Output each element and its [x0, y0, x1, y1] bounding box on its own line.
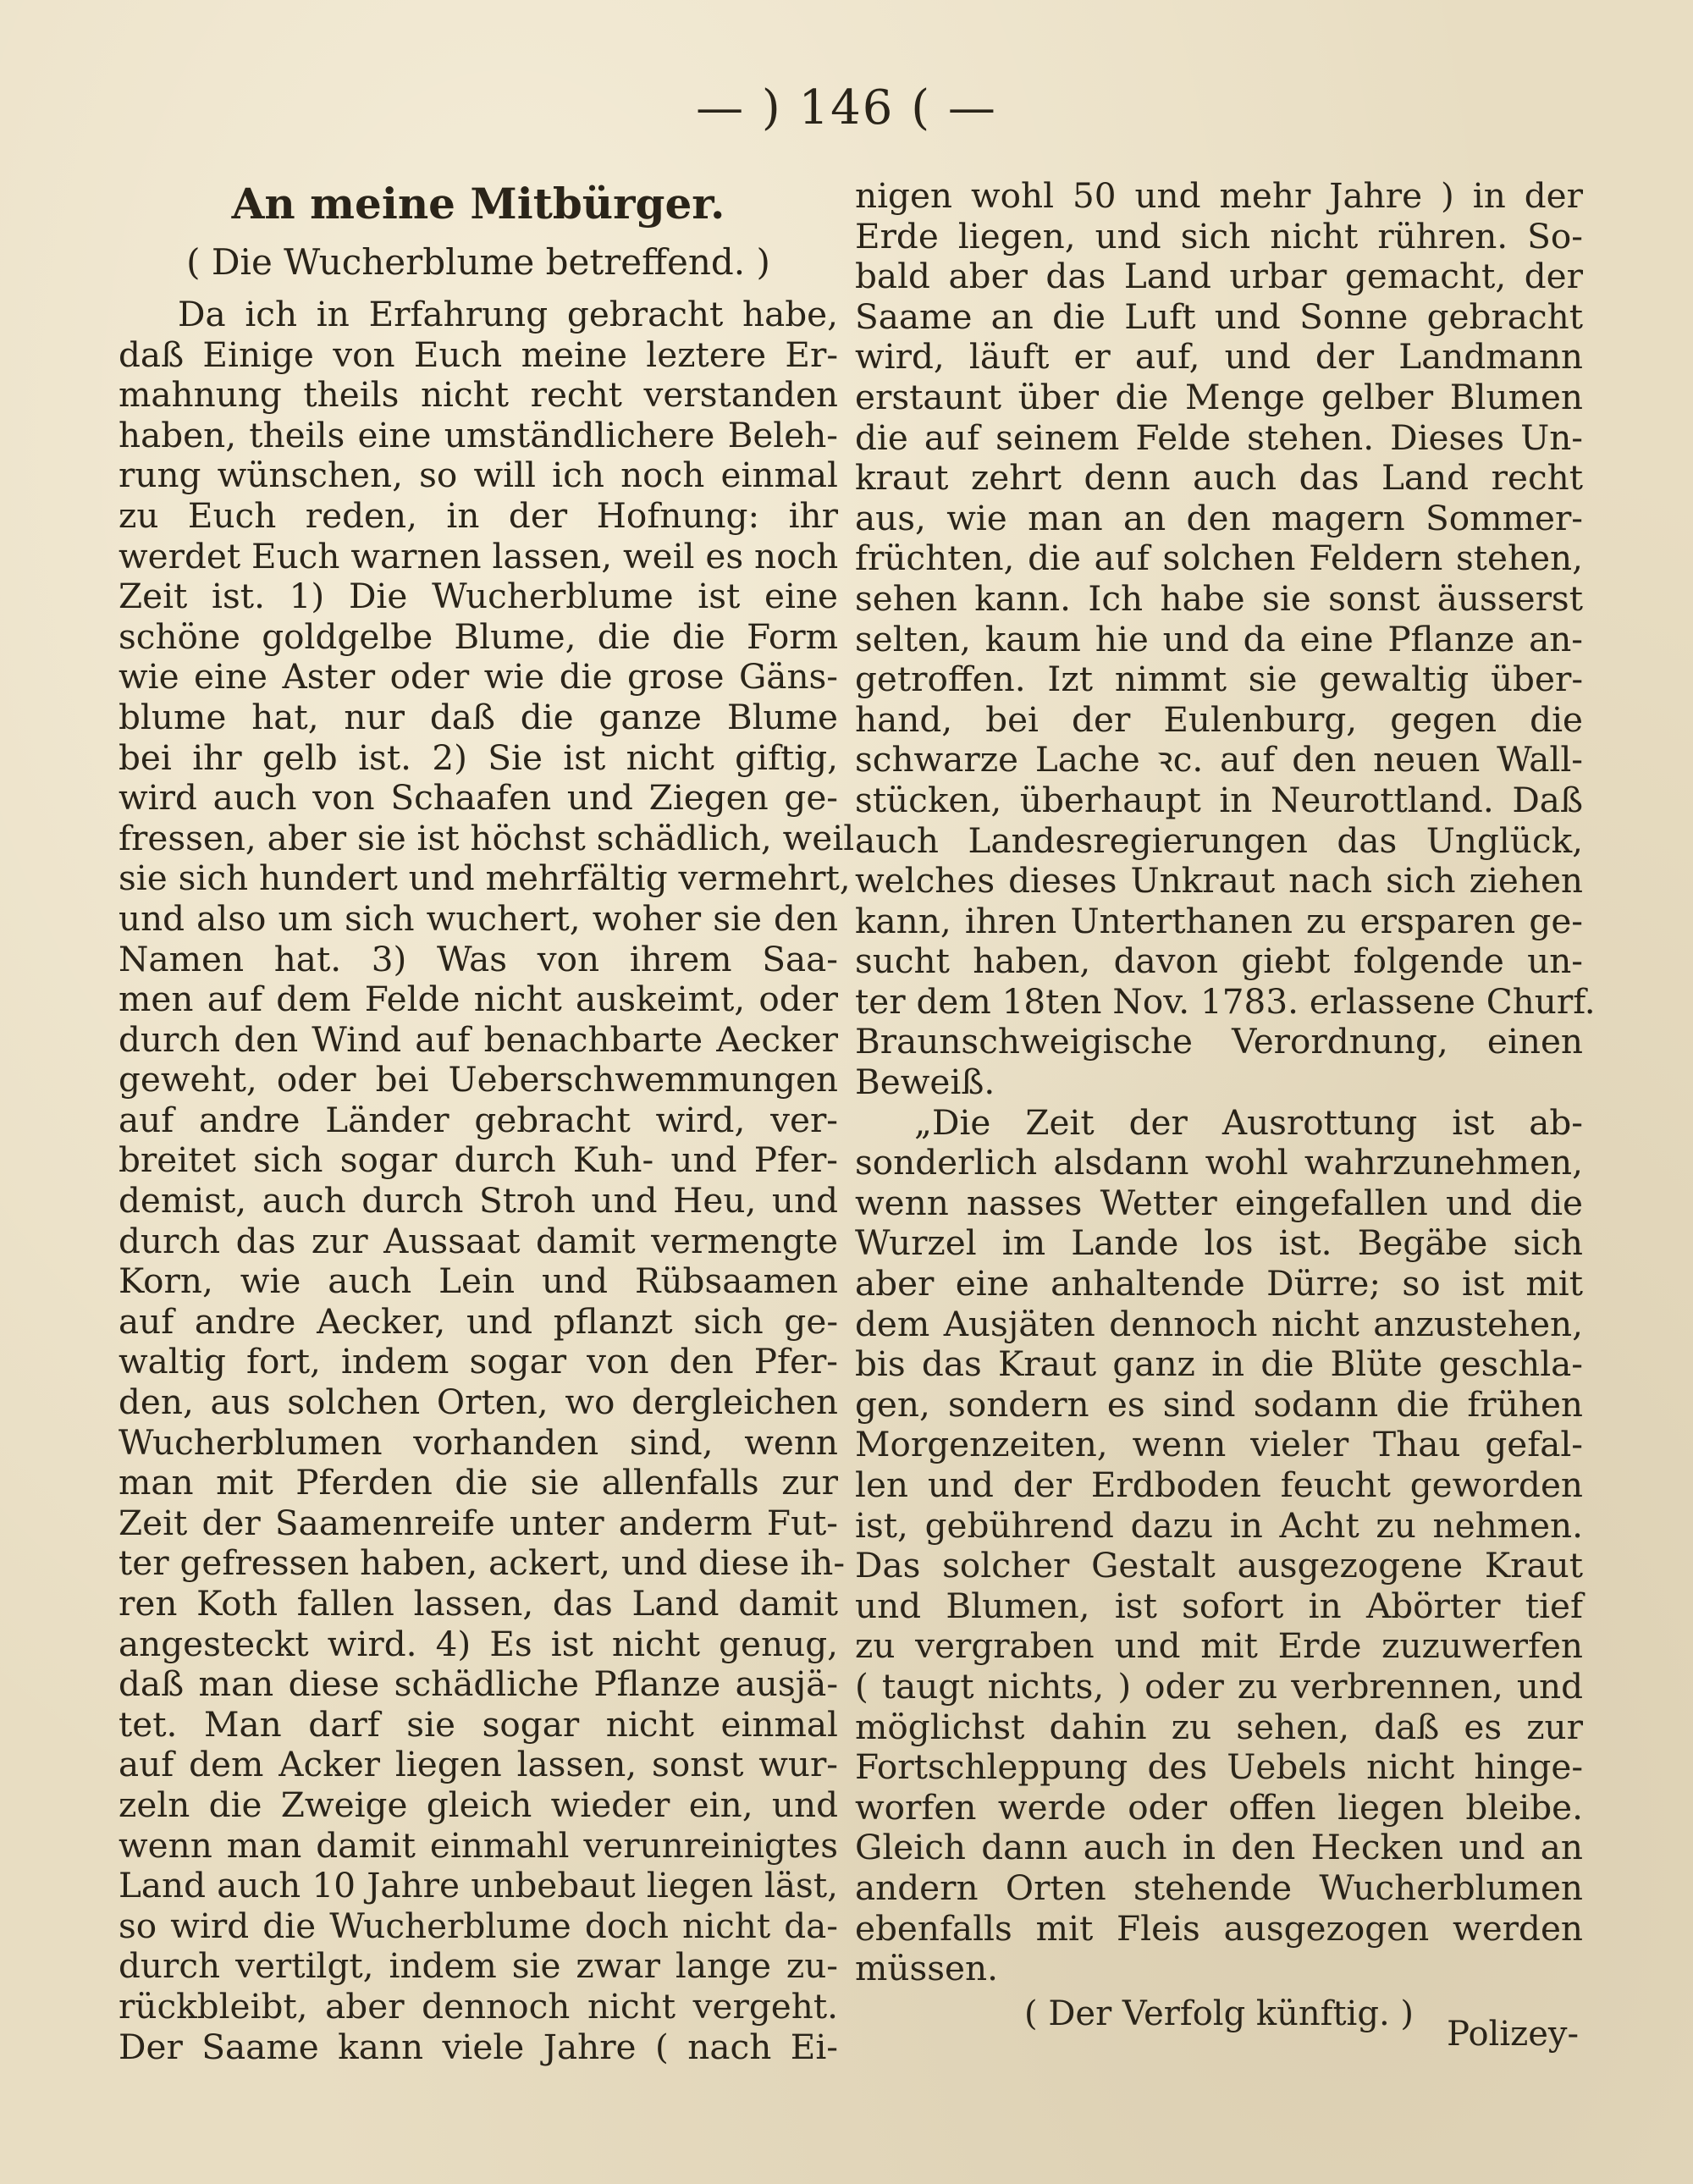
- text-line: haben, theils eine umständlichere Beleh-: [119, 414, 838, 455]
- text-line: ren Koth fallen lassen, das Land damit: [119, 1583, 838, 1624]
- text-line: breitet sich sogar durch Kuh- und Pfer-: [119, 1139, 838, 1181]
- text-line: angesteckt wird. 4) Es ist nicht genug,: [119, 1623, 838, 1664]
- text-line: zu vergraben und mit Erde zuzuwerfen: [855, 1625, 1583, 1667]
- text-line: auf andre Aecker, und pflanzt sich ge-: [119, 1300, 838, 1342]
- text-line: bald aber das Land urbar gemacht, der: [855, 256, 1583, 297]
- text-line: worfen werde oder offen liegen bleibe.: [855, 1786, 1583, 1828]
- text-line: durch das zur Aussaat damit vermengte: [119, 1220, 838, 1261]
- text-line: sucht haben, davon giebt folgende un-: [855, 940, 1583, 982]
- text-line: gen, sondern es sind sodann die frühen: [855, 1383, 1583, 1425]
- text-line: ter dem 18ten Nov. 1783. erlassene Churf.: [855, 980, 1596, 1022]
- text-line: und Blumen, ist sofort in Abörter tief: [855, 1585, 1583, 1626]
- text-line: ( taugt nichts, ) oder zu verbrennen, und: [855, 1665, 1583, 1707]
- text-line: men auf dem Felde nicht auskeimt, oder: [119, 979, 838, 1020]
- text-line: erstaunt über die Menge gelber Blumen: [855, 376, 1583, 417]
- text-line: Saame an die Luft und Sonne gebracht: [855, 295, 1583, 337]
- text-line: mahnung theils nicht recht verstanden: [119, 374, 838, 416]
- page-number-header: — ) 146 ( —: [696, 80, 997, 135]
- text-line: aus, wie man an den magern Sommer-: [855, 497, 1583, 538]
- text-line: Morgenzeiten, wenn vieler Thau gefal-: [855, 1424, 1583, 1465]
- text-line: auch Landesregierungen das Unglück,: [855, 819, 1583, 861]
- text-line: werdet Euch warnen lassen, weil es noch: [119, 535, 839, 576]
- text-line: kann, ihren Unterthanen zu ersparen ge-: [855, 900, 1583, 941]
- text-line: welches dieses Unkraut nach sich ziehen: [855, 860, 1583, 902]
- text-line: Korn, wie auch Lein und Rübsaamen: [119, 1260, 838, 1302]
- text-line: sie sich hundert und mehrfältig vermehrt,: [119, 858, 851, 899]
- text-line: rung wünschen, so will ich noch einmal: [119, 455, 838, 496]
- text-line: „Die Zeit der Ausrottung ist ab-: [914, 1101, 1583, 1143]
- text-line: den, aus solchen Orten, wo dergleichen: [119, 1382, 838, 1423]
- article-title: An meine Mitbürger.: [231, 179, 725, 229]
- text-line: selten, kaum hie und da eine Pflanze an-: [855, 618, 1583, 659]
- text-line: dem Ausjäten dennoch nicht anzustehen,: [855, 1303, 1583, 1344]
- text-line: auf dem Acker liegen lassen, sonst wur-: [119, 1744, 838, 1785]
- text-line: ebenfalls mit Fleis ausgezogen werden: [855, 1907, 1583, 1949]
- text-line: fressen, aber sie ist höchst schädlich, weil: [119, 817, 855, 858]
- text-line: wird, läuft er auf, und der Landmann: [855, 336, 1583, 378]
- text-line: Erde liegen, und sich nicht rühren. So-: [855, 215, 1583, 256]
- text-line: Braunschweigische Verordnung, einen: [855, 1021, 1583, 1062]
- text-line: die auf seinem Felde stehen. Dieses Un-: [855, 416, 1583, 458]
- left-column-text: [119, 294, 855, 2067]
- text-line: ist, gebührend dazu in Acht zu nehmen.: [855, 1504, 1583, 1546]
- text-line: rückbleibt, aber dennoch nicht vergeht.: [119, 1985, 838, 2027]
- text-line: wie eine Aster oder wie die grose Gäns-: [119, 656, 838, 698]
- text-line: schöne goldgelbe Blume, die die Form: [119, 615, 838, 657]
- text-line: ter gefressen haben, ackert, und diese ih-: [119, 1542, 846, 1584]
- text-line: aber eine anhaltende Dürre; so ist mit: [855, 1263, 1583, 1304]
- text-line: sonderlich alsdann wohl wahrzunehmen,: [855, 1142, 1583, 1183]
- text-line: len und der Erdboden feucht geworden: [855, 1464, 1583, 1505]
- article-subtitle: ( Die Wucherblume betreffend. ): [186, 241, 770, 283]
- text-line: wenn nasses Wetter eingefallen und die: [855, 1182, 1583, 1223]
- text-line: Wucherblumen vorhanden sind, wenn: [119, 1421, 838, 1463]
- text-line: andern Orten stehende Wucherblumen: [855, 1867, 1583, 1908]
- right-column-text: [855, 175, 1596, 1989]
- text-line: tet. Man darf sie sogar nicht einmal: [119, 1703, 838, 1745]
- text-line: früchten, die auf solchen Feldern stehen,: [855, 538, 1583, 579]
- text-line: man mit Pferden die sie allenfalls zur: [119, 1462, 838, 1503]
- text-line: bei ihr gelb ist. 2) Sie ist nicht giftig,: [119, 736, 838, 778]
- text-line: stücken, überhaupt in Neurottland. Daß: [855, 779, 1583, 820]
- text-line: zu Euch reden, in der Hofnung: ihr: [119, 494, 838, 536]
- text-line: wird auch von Schaafen und Ziegen ge-: [119, 777, 838, 819]
- text-line: möglichst dahin zu sehen, daß es zur: [855, 1706, 1583, 1747]
- text-line: hand, bei der Eulenburg, gegen die: [855, 698, 1583, 740]
- text-line: schwarze Lache ꝛc. auf den neuen Wall-: [855, 739, 1583, 780]
- text-line: Beweiß.: [855, 1062, 995, 1103]
- text-line: und also um sich wuchert, woher sie den: [119, 897, 838, 939]
- text-line: getroffen. Izt nimmt sie gewaltig über-: [855, 659, 1583, 700]
- text-line: Land auch 10 Jahre unbebaut liegen läst,: [119, 1865, 838, 1906]
- continuation-note: ( Der Verfolg künftig. ): [1024, 1994, 1414, 2033]
- text-line: Wurzel im Lande los ist. Begäbe sich: [855, 1222, 1583, 1264]
- text-line: demist, auch durch Stroh und Heu, und: [119, 1180, 838, 1222]
- text-line: durch den Wind auf benachbarte Aecker: [119, 1018, 838, 1060]
- text-line: nigen wohl 50 und mehr Jahre ) in der: [855, 175, 1583, 216]
- text-line: daß man diese schädliche Pflanze ausjä-: [119, 1663, 838, 1705]
- text-line: Zeit ist. 1) Die Wucherblume ist eine: [119, 576, 838, 617]
- text-line: blume hat, nur daß die ganze Blume: [119, 696, 838, 737]
- text-line: Fortschleppung des Uebels nicht hinge-: [855, 1746, 1583, 1788]
- text-line: waltig fort, indem sogar von den Pfer-: [119, 1341, 838, 1382]
- catchword: Polizey-: [1447, 2015, 1579, 2054]
- text-line: sehen kann. Ich habe sie sonst äusserst: [855, 577, 1583, 619]
- text-line: durch vertilgt, indem sie zwar lange zu-: [119, 1945, 838, 1987]
- text-line: daß Einige von Euch meine leztere Er-: [119, 334, 838, 375]
- text-line: bis das Kraut ganz in die Blüte geschla-: [855, 1343, 1583, 1385]
- text-line: Zeit der Saamenreife unter anderm Fut-: [119, 1502, 838, 1543]
- text-line: kraut zehrt denn auch das Land recht: [855, 457, 1583, 499]
- text-line: Namen hat. 3) Was von ihrem Saa-: [119, 938, 838, 979]
- text-line: zeln die Zweige gleich wieder ein, und: [119, 1784, 838, 1825]
- left-column: [119, 176, 855, 2067]
- text-line: Das solcher Gestalt ausgezogene Kraut: [855, 1545, 1583, 1586]
- text-line: müssen.: [855, 1948, 998, 1989]
- text-line: so wird die Wucherblume doch nicht da-: [119, 1905, 838, 1946]
- text-line: Da ich in Erfahrung gebracht habe,: [178, 294, 838, 334]
- text-line: Der Saame kann viele Jahre ( nach Ei-: [119, 2026, 838, 2067]
- text-line: Gleich dann auch in den Hecken und an: [855, 1827, 1583, 1868]
- right-column: [855, 175, 1596, 2035]
- text-line: auf andre Länder gebracht wird, ver-: [119, 1099, 838, 1140]
- text-line: wenn man damit einmahl verunreinigtes: [119, 1824, 838, 1866]
- text-line: geweht, oder bei Ueberschwemmungen: [119, 1059, 838, 1100]
